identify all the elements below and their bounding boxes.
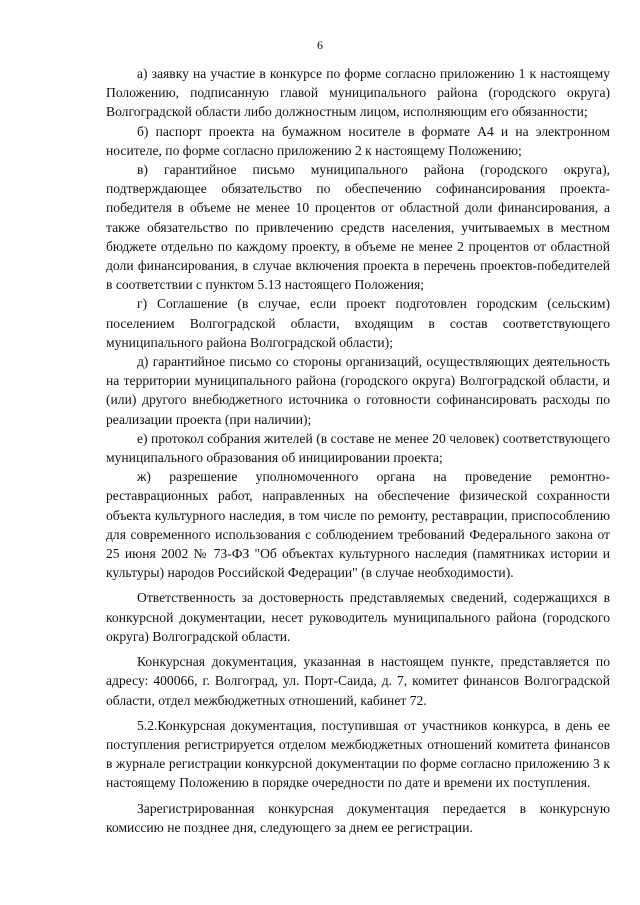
paragraph-5-2-registration: 5.2.Конкурсная документация, поступившая от участников конкурса, в день ее поступления регистрируется отделом межбюджетных отношений комитета финансов в журнале регистрации конкурсной документации по форме согласно приложению 3 к настоящему Положению в порядке очередности по дате и времени их поступления. [106,717,610,791]
page-number: 6 [317,38,323,52]
paragraph-a-application: а) заявку на участие в конкурсе по форме согласно приложению 1 к настоящему Положению, подписанную главой муниципального района (городского округа) Волгоградской области либо должностным лицом, исполняющим его обязанности; [106,66,610,120]
paragraph-v-guarantee-letter: в) гарантийное письмо муниципального района (городского округа), подтверждающее обязательство по обеспечению софинансирования проекта-победителя в объеме не менее 10 процентов от областной доли финансирования, а также обязательство по привлечению средств населения, учитываемых в местном бюджете отдельно по каждому проекту, в объеме не менее 2 процентов от областной доли финансирования, в случае включения проекта в перечень проектов-победителей в соответствии с пунктом 5.13 настоящего Положения; [106,162,610,293]
paragraph-d-organizations-letter: д) гарантийное письмо со стороны организаций, осуществляющих деятельность на территории муниципального района (городского округа) Волгоградской области, и (или) другого внебюджетного источника о готовности софинансировать расходы по реализации проекта (при наличии); [106,354,610,427]
paragraph-b-project-passport: б) паспорт проекта на бумажном носителе в формате А4 и на электронном носителе, по форме согласно приложению 2 к настоящему Положению; [106,123,610,158]
paragraph-e-residents-protocol: е) протокол собрания жителей (в составе не менее 20 человек) соответствующего муниципального образования об инициировании проекта; [106,430,610,466]
document-body [106,64,610,837]
paragraph-g-agreement: г) Соглашение (в случае, если проект подготовлен городским (сельским) поселением Волгоградской области, входящим в состав соответствующего муниципального района Волгоградской области); [106,296,610,350]
paragraph-transfer-to-commission: Зарегистрированная конкурсная документация передается в конкурсную комиссию не позднее дня, следующего за днем ее регистрации. [106,800,610,835]
paragraph-submission-address: Конкурсная документация, указанная в настоящем пункте, представляется по адресу: 400066, г. Волгоград, ул. Порт-Саида, д. 7, комитет финансов Волгоградской области, отдел межбюджетных отношений, кабинет 72. [106,654,610,708]
paragraph-zh-permission: ж) разрешение уполномоченного органа на проведение ремонтно-реставрационных работ, направленных на обеспечение физической сохранности объекта культурного наследия, в том числе по ремонту, реставрации, приспособлению для современного использования с соблюдением требований Федерального закона от 25 июня 2002 № 73-ФЗ "Об объектах культурного наследия (памятниках истории и культуры) народов Российской Федерации" (в случае необходимости). [106,469,610,581]
paragraph-responsibility: Ответственность за достоверность представляемых сведений, содержащихся в конкурсной документации, несет руководитель муниципального района (городского округа) Волгоградской области. [106,590,610,644]
